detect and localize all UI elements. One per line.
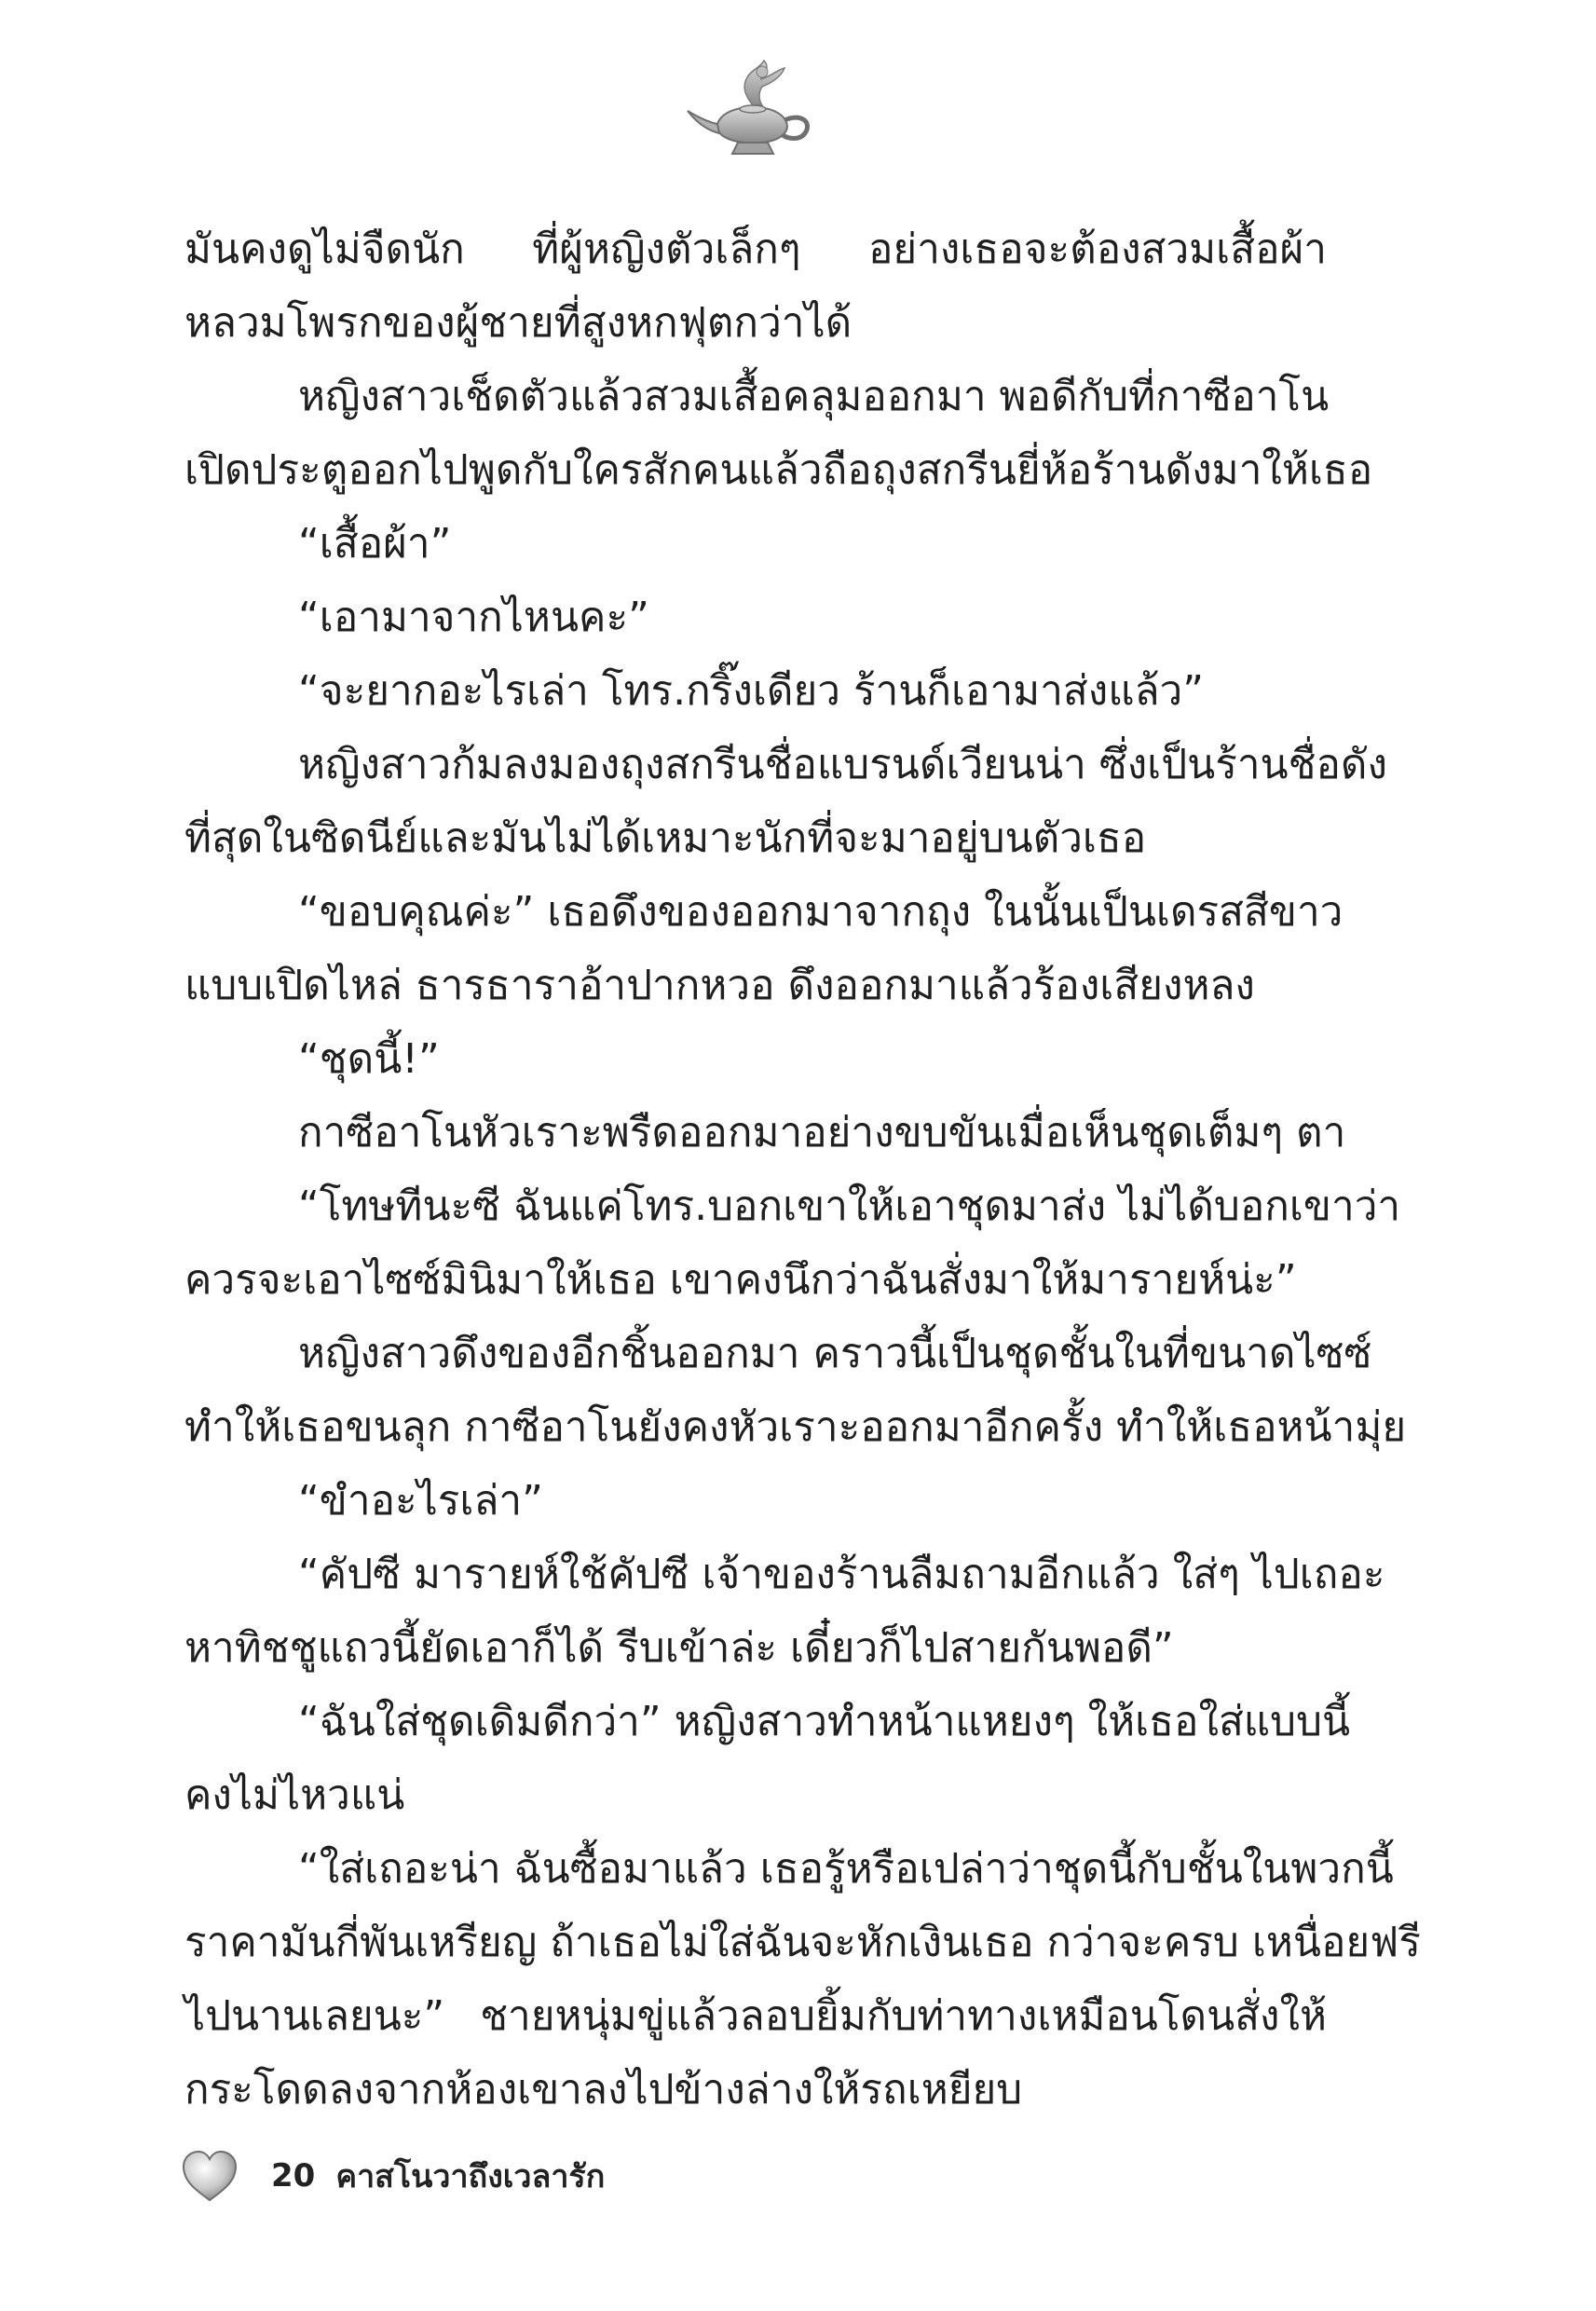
- text-line: “เอามาจากไหนคะ”: [298, 594, 649, 641]
- text-line: ที่สุดในซิดนีย์และมันไม่ได้เหมาะนักที่จะมาอยู่บนตัวเธอ: [184, 814, 1147, 862]
- text-line: กาซีอาโนหัวเราะพรืดออกมาอย่างขบขันเมื่อเห็นชุดเต็มๆ ตา: [298, 1109, 1346, 1156]
- text-line: “ใส่เถอะน่า ฉันซื้อมาแล้ว เธอรู้หรือเปล่าว่าชุดนี้กับชั้นในพวกนี้: [298, 1845, 1394, 1893]
- text-line: หลวมโพรกของผู้ชายที่สูงหกฟุตกว่าได้: [184, 299, 853, 347]
- body-text: [184, 212, 1421, 2126]
- text-line: หญิงสาวดึงของอีกชิ้นออกมา คราวนี้เป็นชุดชั้นในที่ขนาดไซซ์: [298, 1330, 1372, 1377]
- text-line: ควรจะเอาไซซ์มินิมาให้เธอ เขาคงนึกว่าฉันสั่งมาให้มารายห์น่ะ”: [184, 1256, 1297, 1304]
- heart-icon: [180, 2148, 239, 2204]
- text-line: กระโดดลงจากห้องเขาลงไปข้างล่างให้รถเหยียบ: [184, 2066, 1023, 2113]
- text-line: คงไม่ไหวแน่: [184, 1771, 405, 1819]
- text-line: แบบเปิดไหล่ ธารธาราอ้าปากหวอ ดึงออกมาแล้วร้องเสียงหลง: [184, 962, 1255, 1009]
- text-line: “ฉันใส่ชุดเดิมดีกว่า” หญิงสาวทำหน้าแหยงๆ ให้เธอใส่แบบนี้: [298, 1698, 1351, 1745]
- text-line: เปิดประตูออกไปพูดกับใครสักคนแล้วถือถุงสกรีนยี่ห้อร้านดังมาให้เธอ: [184, 446, 1373, 494]
- page-footer: [180, 2143, 605, 2208]
- page-number: 20: [271, 2157, 316, 2195]
- book-title: คาสโนวาถึงเวลารัก: [335, 2158, 606, 2195]
- genie-lamp-icon: [680, 51, 820, 163]
- text-line: “โทษทีนะซี ฉันแค่โทร.บอกเขาให้เอาชุดมาส่ง ไม่ได้บอกเขาว่า: [298, 1183, 1401, 1230]
- text-line: ราคามันกี่พันเหรียญ ถ้าเธอไม่ใส่ฉันจะหักเงินเธอ กว่าจะครบ เหนื่อยฟรี: [184, 1919, 1421, 1966]
- text-line: หญิงสาวเช็ดตัวแล้วสวมเสื้อคลุมออกมา พอดีกับที่กาซีอาโน: [298, 373, 1330, 420]
- text-line: มันคงดูไม่จืดนัก ที่ผู้หญิงตัวเล็กๆ อย่างเธอจะต้องสวมเสื้อผ้า: [184, 226, 1327, 273]
- text-line: “ชุดนี้!”: [298, 1035, 440, 1083]
- text-line: ทำให้เธอขนลุก กาซีอาโนยังคงหัวเราะออกมาอีกครั้ง ทำให้เธอหน้ามุ่ย: [184, 1403, 1407, 1451]
- text-line: “ขำอะไรเล่า”: [298, 1477, 543, 1525]
- text-line: “จะยากอะไรเล่า โทร.กริ๊งเดียว ร้านก็เอามาส่งแล้ว”: [298, 667, 1205, 715]
- text-line: “ขอบคุณค่ะ” เธอดึงของออกมาจากถุง ในนั้นเป็นเดรสสีขาว: [298, 888, 1344, 936]
- text-line: “เสื้อผ้า”: [298, 520, 452, 567]
- text-line: “คัปซี มารายห์ใช้คัปซี เจ้าของร้านลืมถามอีกแล้ว ใส่ๆ ไปเถอะ: [298, 1551, 1385, 1598]
- text-line: หญิงสาวก้มลงมองถุงสกรีนชื่อแบรนด์เวียนน่า ซึ่งเป็นร้านชื่อดัง: [298, 741, 1387, 788]
- text-line: หาทิชชูแถวนี้ยัดเอาก็ได้ รีบเข้าล่ะ เดี๋ยวก็ไปสายกันพอดี”: [184, 1624, 1174, 1672]
- text-line: ไปนานเลยนะ” ชายหนุ่มขู่แล้วลอบยิ้มกับท่าทางเหมือนโดนสั่งให้: [184, 1992, 1327, 2040]
